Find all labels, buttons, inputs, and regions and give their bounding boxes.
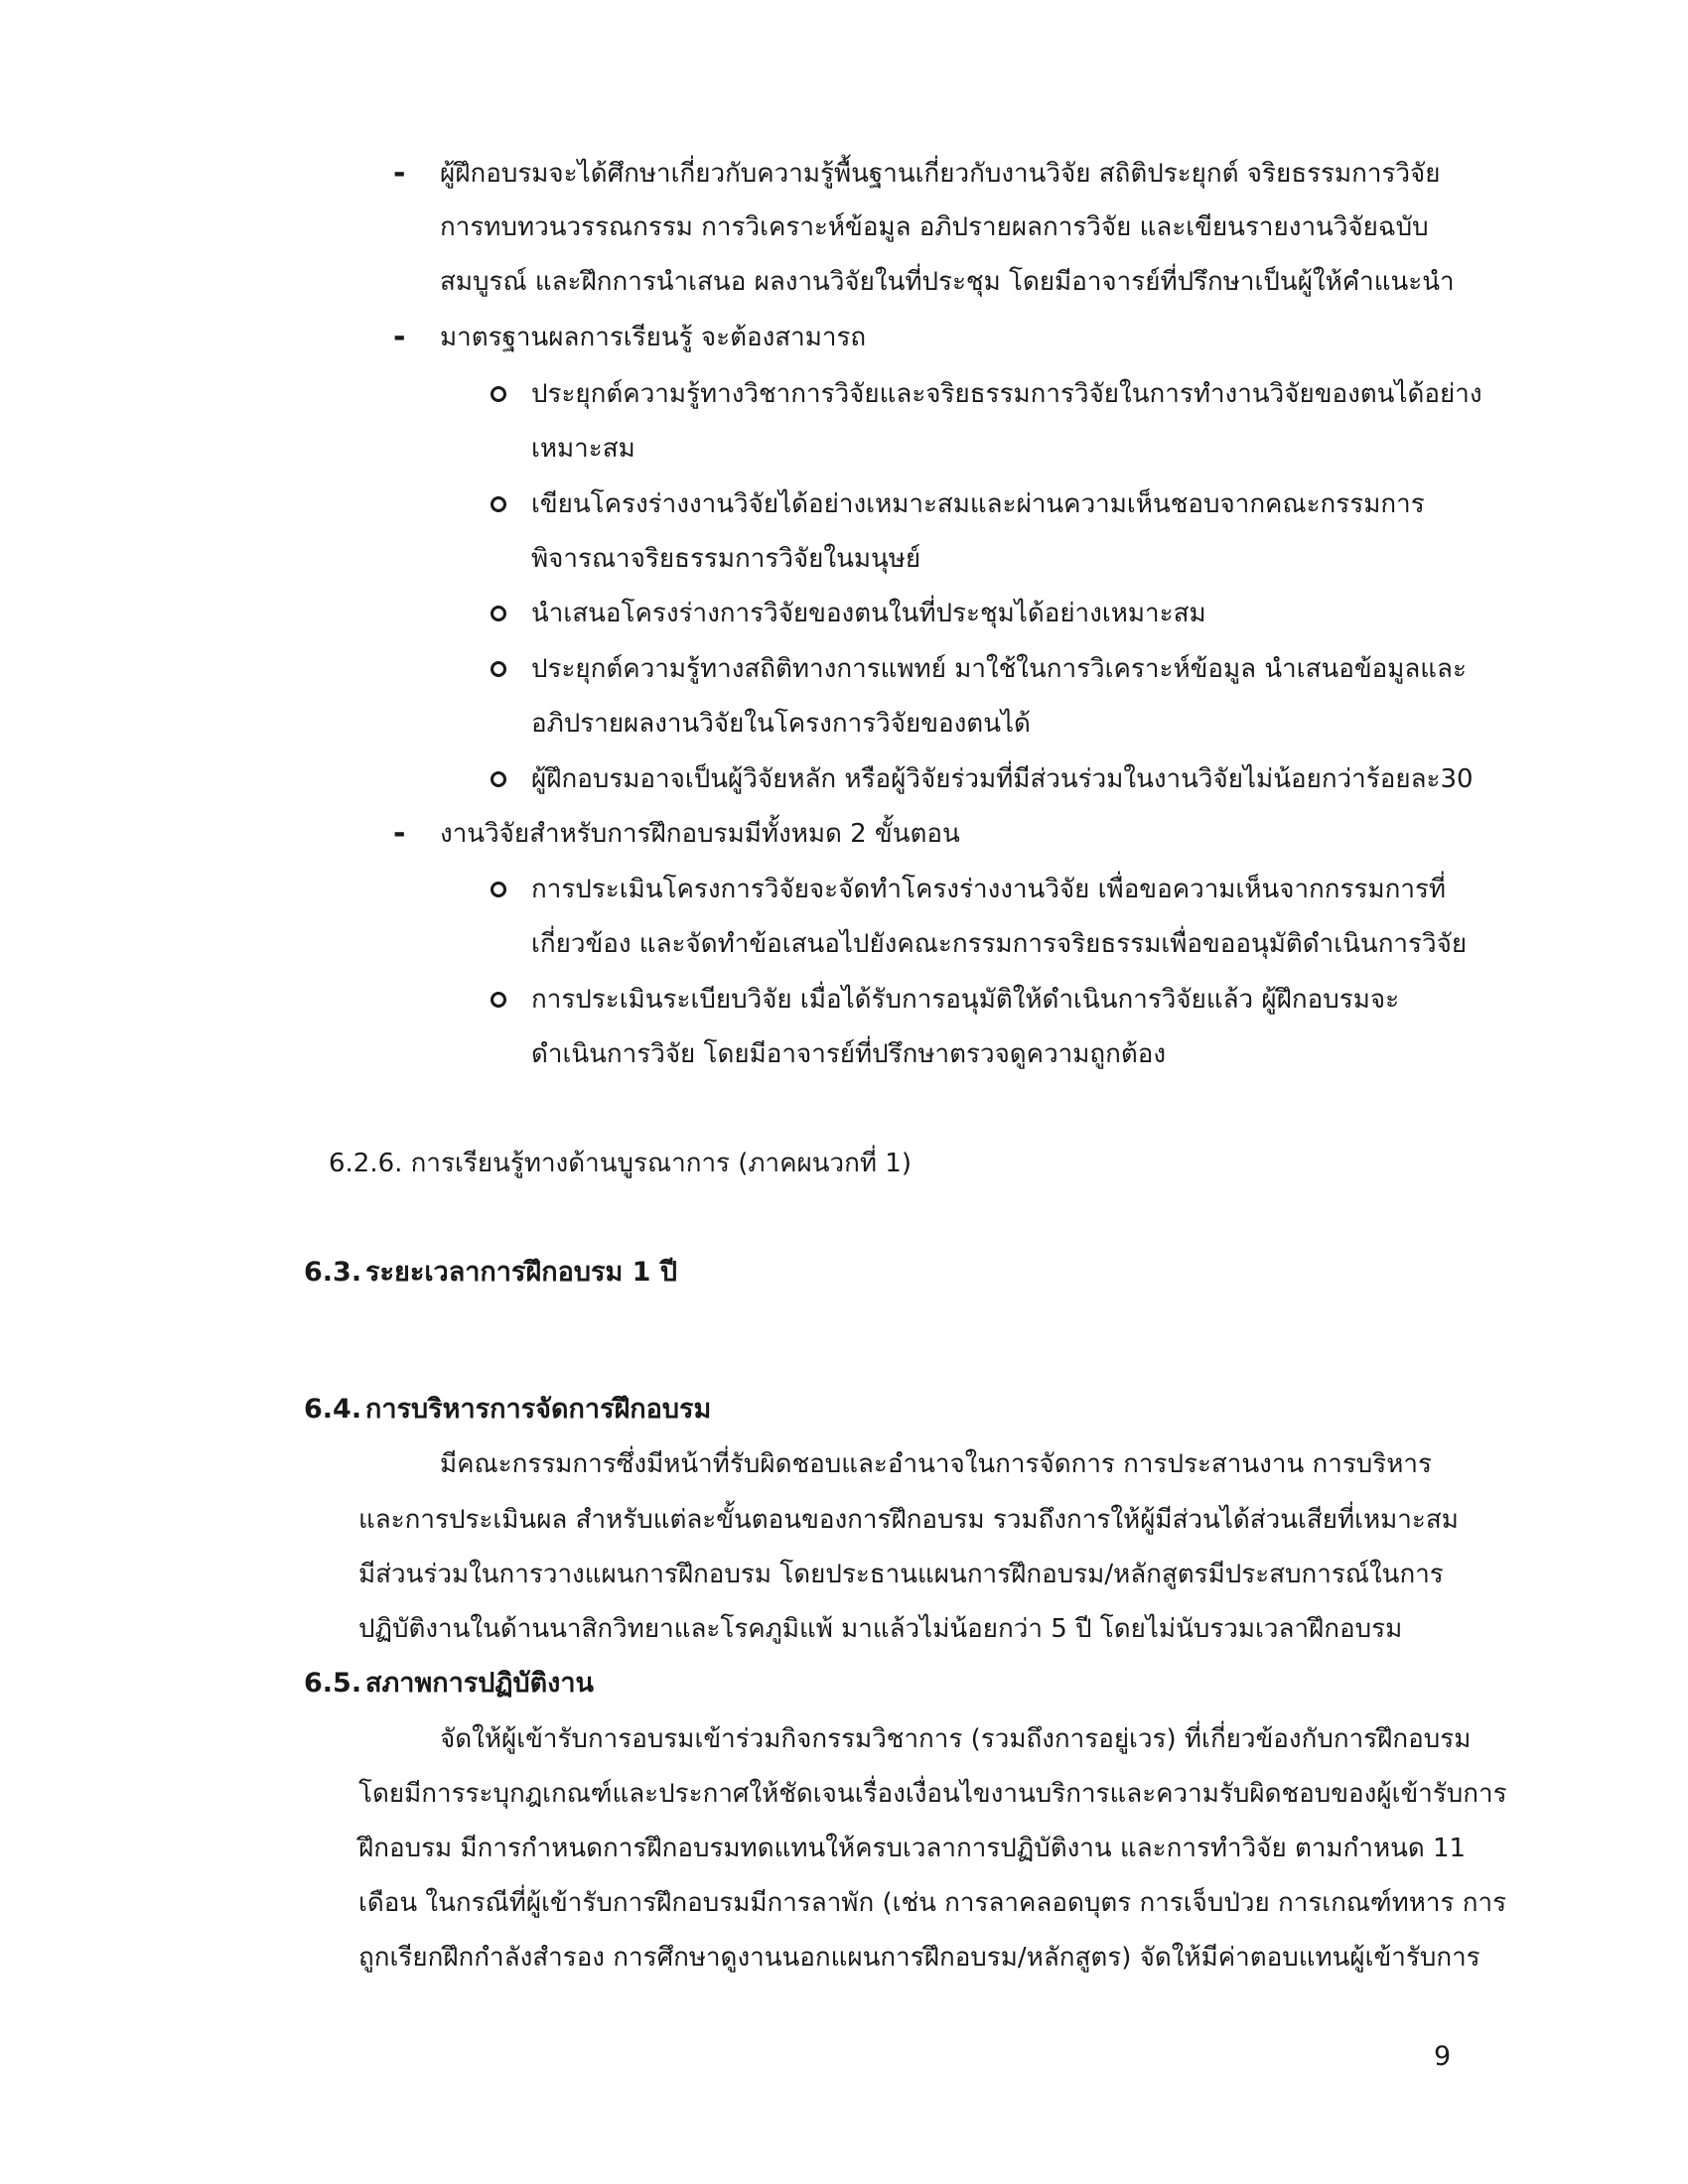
paragraph-line: และการประเมินผล สำหรับแต่ละขั้นตอนของการฝึกอบรม รวมถึงการให้ผู้มีส่วนได้ส่วนเสียที่เหมาะสม — [358, 1505, 1459, 1535]
paragraph-line: มีส่วนร่วมในการวางแผนการฝึกอบรม โดยประธานแผนการฝึกอบรม/หลักสูตรมีประสบการณ์ในการ — [358, 1560, 1444, 1589]
section-heading: สภาพการปฏิบัติงาน — [365, 1668, 594, 1699]
paragraph-line: ฝึกอบรม มีการกำหนดการฝึกอบรมทดแทนให้ครบเวลาการปฏิบัติงาน และการทำวิจัย ตามกำหนด 11 — [358, 1834, 1467, 1863]
subsection-line: 6.2.6. การเรียนรู้ทางด้านบูรณาการ (ภาคผนวกที่ 1) — [329, 1149, 912, 1178]
dash-bullet: - — [393, 156, 406, 191]
section-number: 6.3. — [304, 1257, 362, 1288]
list-item-text: พิจารณาจริยธรรมการวิจัยในมนุษย์ — [531, 544, 921, 574]
list-item-text: ผู้ฝึกอบรมอาจเป็นผู้วิจัยหลัก หรือผู้วิจัยร่วมที่มีส่วนร่วมในงานวิจัยไม่น้อยกว่าร้อยละ30 — [531, 764, 1474, 794]
circle-bullet — [491, 992, 506, 1008]
list-item-text: เขียนโครงร่างงานวิจัยได้อย่างเหมาะสมและผ่านความเห็นชอบจากคณะกรรมการ — [531, 489, 1425, 519]
list-item-text: การประเมินโครงการวิจัยจะจัดทำโครงร่างงานวิจัย เพื่อขอความเห็นจากกรรมการที่ — [531, 875, 1447, 904]
body-text-line: การทบทวนวรรณกรรม การวิเคราะห์ข้อมูล อภิปรายผลการวิจัย และเขียนรายงานวิจัยฉบับ — [440, 212, 1429, 242]
circle-bullet — [491, 771, 506, 787]
body-text-line: ผู้ฝึกอบรมจะได้ศึกษาเกี่ยวกับความรู้พื้นฐานเกี่ยวกับงานวิจัย สถิติประยุกต์ จริยธรรมการวิจัย — [440, 159, 1441, 189]
section-number: 6.4. — [304, 1394, 362, 1425]
body-text-line: สมบูรณ์ และฝึกการนำเสนอ ผลงานวิจัยในที่ประชุม โดยมีอาจารย์ที่ปรึกษาเป็นผู้ให้คำแนะนำ — [440, 267, 1455, 297]
paragraph-line: ปฏิบัติงานในด้านนาสิกวิทยาและโรคภูมิแพ้ มาแล้วไม่น้อยกว่า 5 ปี โดยไม่นับรวมเวลาฝึกอบรม — [358, 1614, 1403, 1644]
circle-bullet — [491, 882, 506, 897]
list-item-text: เกี่ยวข้อง และจัดทำข้อเสนอไปยังคณะกรรมการจริยธรรมเพื่อขออนุมัติดำเนินการวิจัย — [531, 929, 1468, 959]
paragraph-line: จัดให้ผู้เข้ารับการอบรมเข้าร่วมกิจกรรมวิชาการ (รวมถึงการอยู่เวร) ที่เกี่ยวข้องกับการฝึกอบรม — [440, 1724, 1472, 1754]
list-item-text: ประยุกต์ความรู้ทางสถิติทางการแพทย์ มาใช้ในการวิเคราะห์ข้อมูล นำเสนอข้อมูลและ — [531, 654, 1467, 684]
list-item-text: การประเมินระเบียบวิจัย เมื่อได้รับการอนุมัติให้ดำเนินการวิจัยแล้ว ผู้ฝึกอบรมจะ — [531, 985, 1400, 1015]
paragraph-line: โดยมีการระบุกฎเกณฑ์และประกาศให้ชัดเจนเรื่องเงื่อนไขงานบริการและความรับผิดชอบของผู้เข้ารับการ — [358, 1779, 1507, 1809]
body-text-line: งานวิจัยสำหรับการฝึกอบรมมีทั้งหมด 2 ขั้นตอน — [440, 819, 960, 849]
circle-bullet — [491, 496, 506, 512]
circle-bullet — [491, 386, 506, 402]
page-number: 9 — [1434, 2041, 1452, 2072]
section-heading: การบริหารการจัดการฝึกอบรม — [365, 1394, 712, 1425]
list-item-text: นำเสนอโครงร่างการวิจัยของตนในที่ประชุมได้อย่างเหมาะสม — [531, 599, 1206, 628]
circle-bullet — [491, 606, 506, 621]
paragraph-line: ถูกเรียกฝึกกำลังสำรอง การศึกษาดูงานนอกแผนการฝึกอบรม/หลักสูตร) จัดให้มีค่าตอบแทนผู้เข้ารับการ — [358, 1943, 1480, 1973]
paragraph-line: เดือน ในกรณีที่ผู้เข้ารับการฝึกอบรมมีการลาพัก (เช่น การลาคลอดบุตร การเจ็บป่วย การเกณฑ์ทหาร การ — [358, 1888, 1507, 1918]
paragraph-line: มีคณะกรรมการซึ่งมีหน้าที่รับผิดชอบและอำนาจในการจัดการ การประสานงาน การบริหาร — [440, 1449, 1432, 1479]
body-text-line: มาตรฐานผลการเรียนรู้ จะต้องสามารถ — [440, 323, 867, 352]
list-item-text: อภิปรายผลงานวิจัยในโครงการวิจัยของตนได้ — [531, 709, 1031, 739]
section-number: 6.5. — [304, 1668, 362, 1699]
dash-bullet: - — [393, 320, 406, 354]
circle-bullet — [491, 661, 506, 677]
list-item-text: เหมาะสม — [531, 434, 635, 464]
dash-bullet: - — [393, 816, 406, 851]
list-item-text: ประยุกต์ความรู้ทางวิชาการวิจัยและจริยธรรมการวิจัยในการทำงานวิจัยของตนได้อย่าง — [531, 379, 1482, 409]
section-heading: ระยะเวลาการฝึกอบรม 1 ปี — [365, 1257, 677, 1288]
list-item-text: ดำเนินการวิจัย โดยมีอาจารย์ที่ปรึกษาตรวจดูความถูกต้อง — [531, 1039, 1167, 1069]
